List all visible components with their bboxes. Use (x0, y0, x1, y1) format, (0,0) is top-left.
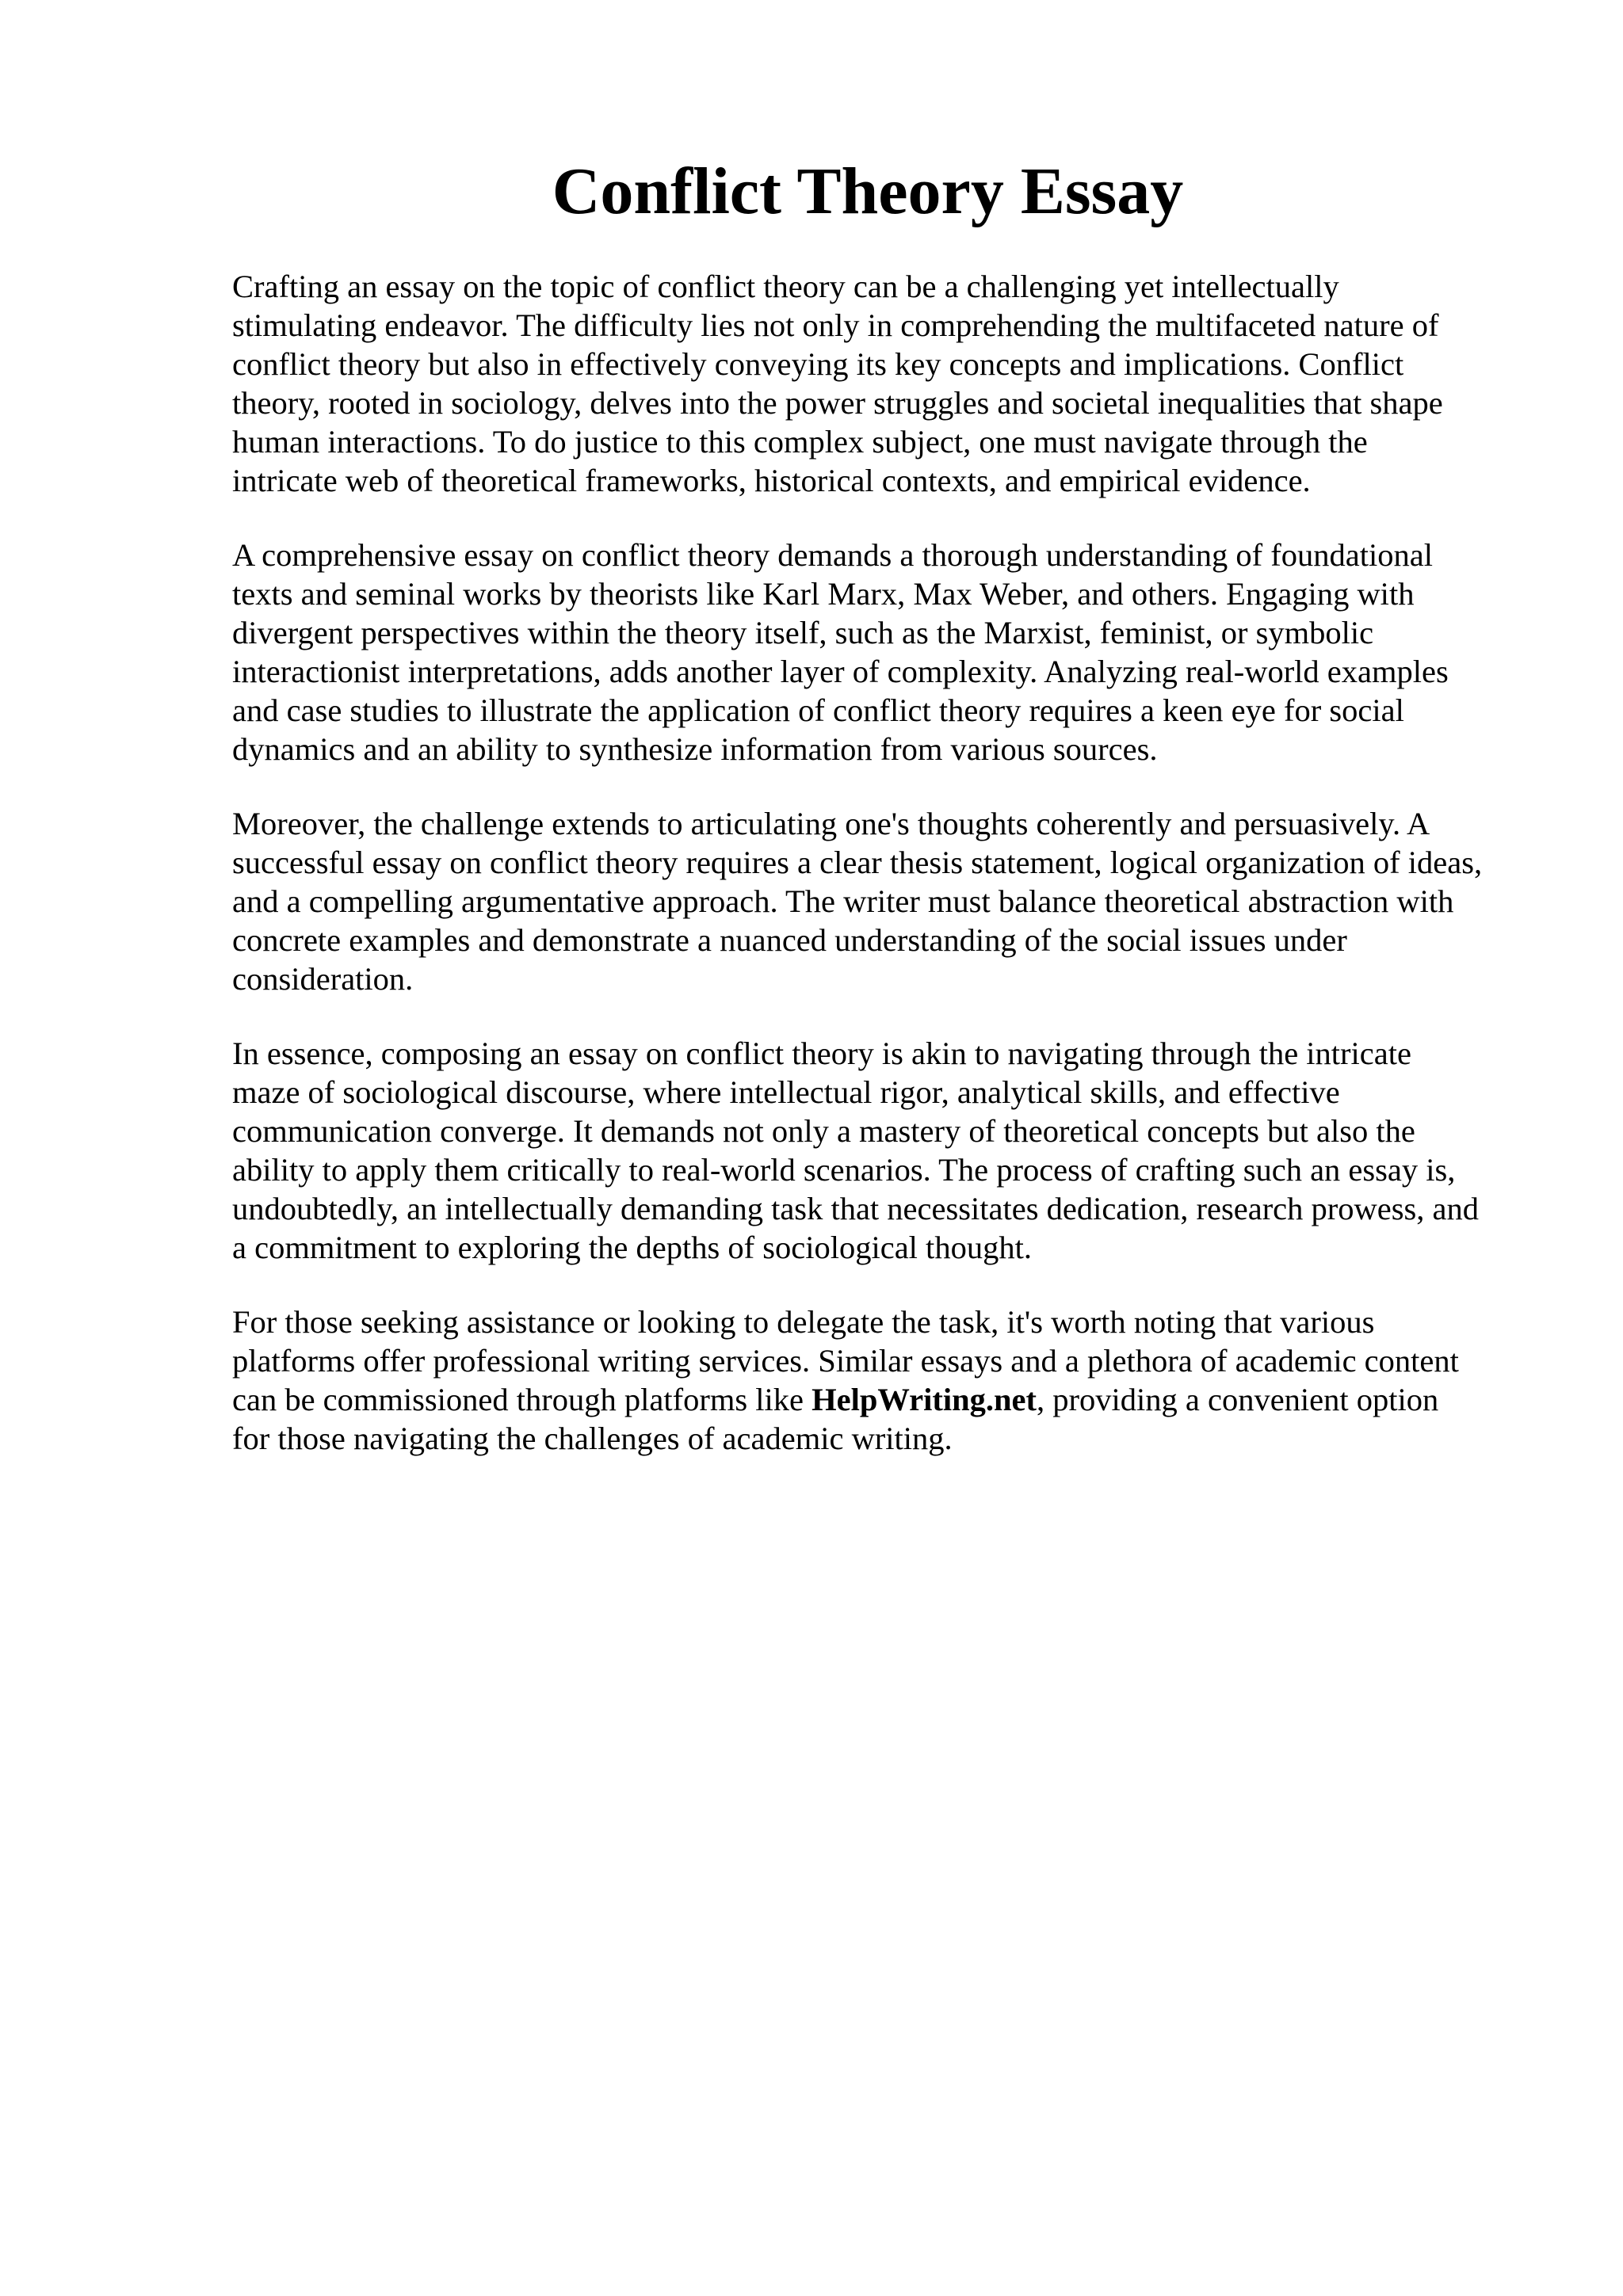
text-line: theory, rooted in sociology, delves into the power struggles and societal inequalities that shape (232, 385, 1443, 421)
paragraph-1 (232, 267, 1532, 500)
paragraph-3 (232, 804, 1532, 998)
text-line: dynamics and an ability to synthesize information from various sources. (232, 731, 1158, 767)
paragraph-5 (232, 1302, 1532, 1458)
text-line: platforms offer professional writing services. Similar essays and a plethora of academic content (232, 1343, 1459, 1379)
text-line: consideration. (232, 961, 414, 997)
text-line-with-link (232, 1380, 1532, 1419)
text-segment: can be commissioned through platforms like (232, 1382, 812, 1417)
text-line: stimulating endeavor. The difficulty lies not only in comprehending the multifaceted nature of (232, 307, 1439, 343)
text-line: interactionist interpretations, adds another layer of complexity. Analyzing real-world examples (232, 654, 1449, 689)
text-line: maze of sociological discourse, where intellectual rigor, analytical skills, and effective (232, 1074, 1340, 1110)
helpwriting-link[interactable]: HelpWriting.net (812, 1382, 1037, 1417)
text-line: Moreover, the challenge extends to articulating one's thoughts coherently and persuasively. A (232, 806, 1430, 841)
text-line: A comprehensive essay on conflict theory demands a thorough understanding of foundational (232, 537, 1433, 573)
text-line: communication converge. It demands not only a mastery of theoretical concepts but also the (232, 1113, 1415, 1149)
text-line: and a compelling argumentative approach. The writer must balance theoretical abstraction with (232, 883, 1454, 919)
text-line: Crafting an essay on the topic of conflict theory can be a challenging yet intellectually (232, 269, 1339, 304)
text-line: successful essay on conflict theory requires a clear thesis statement, logical organization of ideas, (232, 845, 1483, 880)
text-line: and case studies to illustrate the application of conflict theory requires a keen eye for social (232, 692, 1404, 728)
text-line: conflict theory but also in effectively conveying its key concepts and implications. Conflict (232, 346, 1404, 382)
paragraph-4 (232, 1034, 1532, 1267)
text-line: for those navigating the challenges of academic writing. (232, 1421, 953, 1456)
text-segment: , providing a convenient option (1037, 1382, 1439, 1417)
essay-body (232, 267, 1532, 1493)
text-line: ability to apply them critically to real-world scenarios. The process of crafting such an essay is, (232, 1152, 1456, 1188)
text-line: human interactions. To do justice to this complex subject, one must navigate through the (232, 424, 1368, 460)
text-line: intricate web of theoretical frameworks, historical contexts, and empirical evidence. (232, 463, 1311, 498)
document-title: Conflict Theory Essay (552, 154, 1184, 228)
text-line: a commitment to exploring the depths of sociological thought. (232, 1230, 1032, 1265)
paragraph-2 (232, 536, 1532, 769)
text-line: undoubtedly, an intellectually demanding task that necessitates dedication, research prowess, and (232, 1191, 1479, 1226)
text-line: In essence, composing an essay on conflict theory is akin to navigating through the intricate (232, 1035, 1411, 1071)
text-line: concrete examples and demonstrate a nuanced understanding of the social issues under (232, 922, 1347, 958)
text-line: For those seeking assistance or looking to delegate the task, it's worth noting that various (232, 1304, 1375, 1340)
text-line: texts and seminal works by theorists like Karl Marx, Max Weber, and others. Engaging with (232, 576, 1415, 612)
text-line: divergent perspectives within the theory itself, such as the Marxist, feminist, or symbolic (232, 615, 1374, 650)
